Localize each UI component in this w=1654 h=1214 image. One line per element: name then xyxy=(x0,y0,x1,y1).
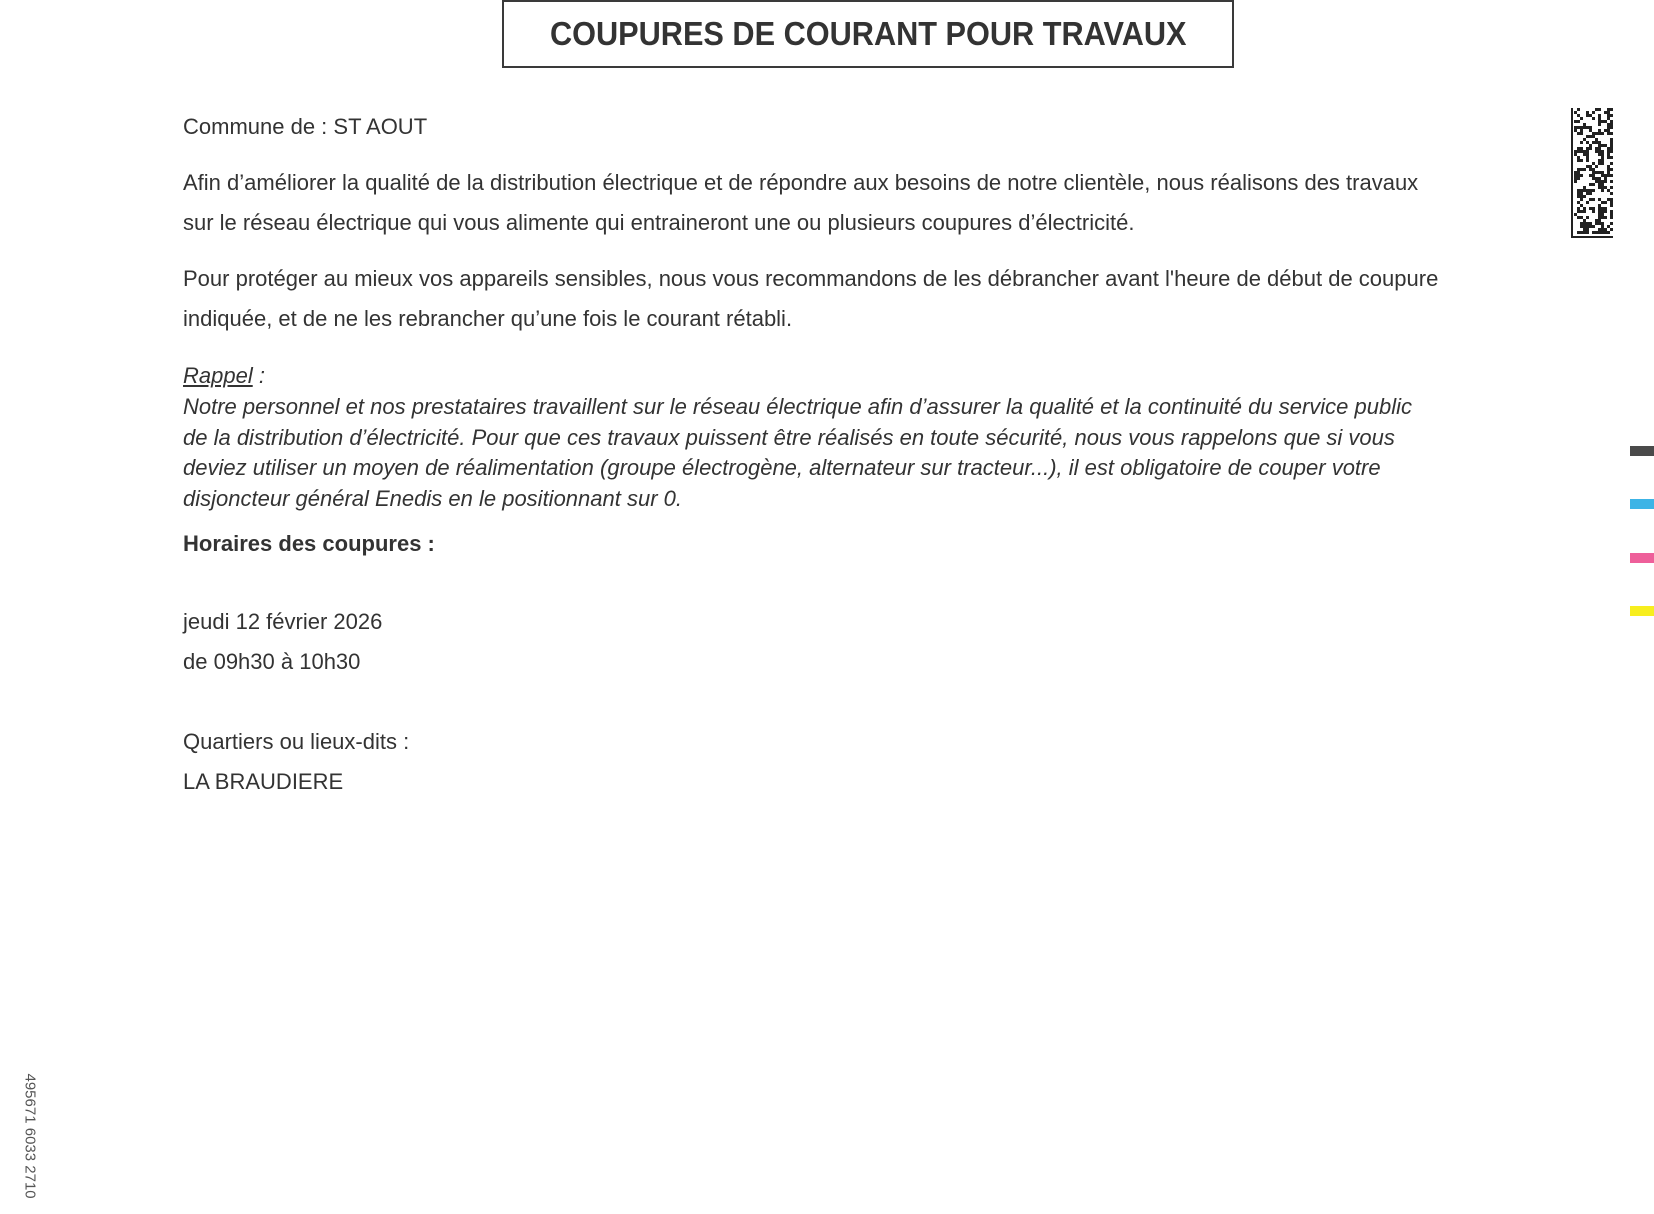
rappel-label xyxy=(183,363,265,389)
document-title: COUPURES DE COURANT POUR TRAVAUX xyxy=(549,15,1187,52)
title-box xyxy=(502,0,1234,68)
rappel-line-4: disjoncteur général Enedis en le positionnant sur 0. xyxy=(183,485,682,511)
rappel-line-2: de la distribution d’électricité. Pour que ces travaux puissent être réalisés en toute sécurité, nous vous rappelons que si vous xyxy=(183,424,1395,450)
rappel-line-3: deviez utiliser un moyen de réalimentation (groupe électrogène, alternateur sur tracteur...), il est obligatoire de couper votre xyxy=(183,455,1381,480)
locations-label: Quartiers ou lieux-dits : xyxy=(183,729,410,754)
intro-line-2: sur le réseau électrique qui vous alimente qui entraineront une ou plusieurs coupures d’électricité. xyxy=(183,210,1135,235)
advice-line-2: indiquée, et de ne les rebrancher qu’une fois le courant rétabli. xyxy=(183,306,793,331)
print-mark-black xyxy=(1630,446,1654,456)
advice-paragraph xyxy=(183,259,1503,339)
commune-line: Commune de : ST AOUT xyxy=(183,114,428,139)
rappel-line-1: Notre personnel et nos prestataires travaillent sur le réseau électrique afin d’assurer la qualité et la continuité du service public xyxy=(183,394,1413,419)
side-reference-numbers: 495671 6033 2710 xyxy=(21,1073,39,1199)
datamatrix-code-icon xyxy=(1571,108,1613,238)
locations-value: LA BRAUDIERE xyxy=(183,769,344,794)
schedule-date: jeudi 12 février 2026 xyxy=(183,609,383,634)
rappel-label-word: Rappel xyxy=(183,363,253,388)
schedule-heading: Horaires des coupures : xyxy=(183,531,435,556)
intro-line-1: Afin d’améliorer la qualité de la distribution électrique et de répondre aux besoins de notre clientèle, nous réalisons des travaux xyxy=(183,170,1419,195)
advice-line-1: Pour protéger au mieux vos appareils sensibles, nous vous recommandons de les débrancher avant l'heure de début de coupure xyxy=(183,266,1439,291)
intro-paragraph xyxy=(183,163,1503,243)
rappel-label-colon: : xyxy=(252,363,265,388)
rappel-body xyxy=(183,392,1503,514)
print-mark-magenta xyxy=(1630,553,1654,563)
schedule-time: de 09h30 à 10h30 xyxy=(183,649,361,674)
print-mark-yellow xyxy=(1630,606,1654,616)
print-mark-cyan xyxy=(1630,499,1654,509)
